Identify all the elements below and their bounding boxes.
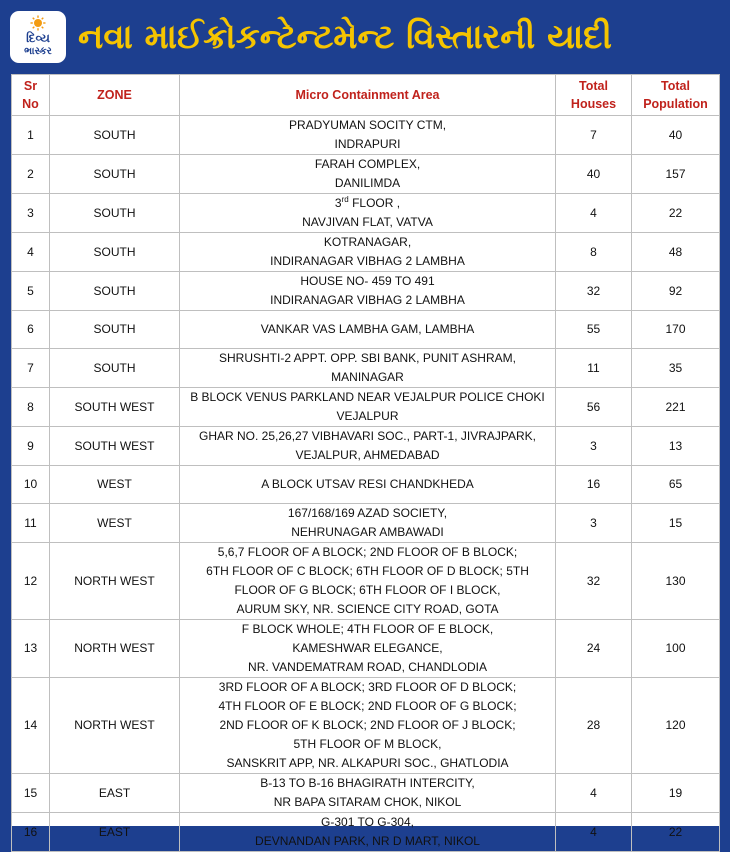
row-zone: SOUTH xyxy=(50,194,180,233)
header-pop-line2: Population xyxy=(643,97,708,111)
row-sr-no: 9 xyxy=(12,427,50,466)
row-total-houses: 16 xyxy=(556,466,632,504)
row-total-houses: 3 xyxy=(556,427,632,466)
row-sr-no: 12 xyxy=(12,543,50,620)
row-area-line: 5TH FLOOR OF M BLOCK, xyxy=(293,737,442,751)
row-total-population: 22 xyxy=(632,194,720,233)
row-area-floor-number: 3 xyxy=(334,196,342,210)
table-row xyxy=(12,466,720,504)
containment-table-container xyxy=(11,74,719,848)
table-header-row xyxy=(12,75,720,116)
row-total-houses: 7 xyxy=(556,116,632,155)
row-zone: EAST xyxy=(50,813,180,852)
header-total-population xyxy=(632,75,720,116)
row-area xyxy=(180,774,556,813)
table-row xyxy=(12,543,720,620)
row-area-line: 4TH FLOOR OF E BLOCK; 2ND FLOOR OF G BLOCK; xyxy=(218,699,517,713)
row-sr-no: 7 xyxy=(12,349,50,388)
row-total-houses: 56 xyxy=(556,388,632,427)
row-sr-no: 5 xyxy=(12,272,50,311)
row-area-line: SANSKRIT APP, NR. ALKAPURI SOC., GHATLODIA xyxy=(226,756,509,770)
row-area-line: FARAH COMPLEX, xyxy=(314,157,421,171)
row-total-houses: 32 xyxy=(556,272,632,311)
row-sr-no: 13 xyxy=(12,620,50,678)
table-row xyxy=(12,813,720,852)
row-area-line: B BLOCK VENUS PARKLAND NEAR VEJALPUR POLICE CHOKI xyxy=(190,390,545,404)
row-total-population: 40 xyxy=(632,116,720,155)
table-row xyxy=(12,116,720,155)
row-total-houses: 40 xyxy=(556,155,632,194)
table-row xyxy=(12,388,720,427)
row-area-line: KAMESHWAR ELEGANCE, xyxy=(292,641,443,655)
row-total-houses: 4 xyxy=(556,813,632,852)
table-body xyxy=(12,116,720,852)
row-area xyxy=(180,813,556,852)
logo-text-divya: દિવ્ય xyxy=(26,31,50,45)
row-area-line: VEJALPUR, AHMEDABAD xyxy=(295,448,440,462)
row-area-line: NAVJIVAN FLAT, VATVA xyxy=(302,215,433,229)
header-sr-line2: No xyxy=(22,97,39,111)
row-zone: SOUTH xyxy=(50,116,180,155)
row-area-line: HOUSE NO- 459 TO 491 xyxy=(300,274,435,288)
row-total-population: 13 xyxy=(632,427,720,466)
row-total-population: 92 xyxy=(632,272,720,311)
row-area-line: INDRAPURI xyxy=(334,137,401,151)
row-sr-no: 14 xyxy=(12,678,50,774)
row-zone: NORTH WEST xyxy=(50,678,180,774)
row-area-line: 6TH FLOOR OF C BLOCK; 6TH FLOOR OF D BLOCK; 5TH xyxy=(206,564,529,578)
row-zone: EAST xyxy=(50,774,180,813)
header-sr-no xyxy=(12,75,50,116)
row-area-line: VEJALPUR xyxy=(336,409,399,423)
row-total-population: 100 xyxy=(632,620,720,678)
row-total-population: 221 xyxy=(632,388,720,427)
row-sr-no: 4 xyxy=(12,233,50,272)
table-row xyxy=(12,427,720,466)
table-row xyxy=(12,311,720,349)
page-title: નવા માઈક્રોકન્ટેન્ટમેન્ટ વિસ્તારની યાદી xyxy=(78,17,613,57)
row-zone: WEST xyxy=(50,466,180,504)
row-area-line: DEVNANDAN PARK, NR D MART, NIKOL xyxy=(255,834,480,848)
row-total-population: 65 xyxy=(632,466,720,504)
row-area-ordinal-suffix: rd xyxy=(341,195,349,204)
row-area xyxy=(180,427,556,466)
row-area-line: NR. VANDEMATRAM ROAD, CHANDLODIA xyxy=(248,660,487,674)
row-area-line: G-301 TO G-304, xyxy=(321,815,414,829)
row-sr-no: 3 xyxy=(12,194,50,233)
row-zone: WEST xyxy=(50,504,180,543)
row-area-line: KOTRANAGAR, xyxy=(323,235,412,249)
row-sr-no: 2 xyxy=(12,155,50,194)
logo-text-bhaskar: ભાસ્કર xyxy=(24,46,52,57)
row-area-line: 167/168/169 AZAD SOCIETY, xyxy=(287,506,448,520)
row-zone: NORTH WEST xyxy=(50,620,180,678)
header-banner xyxy=(0,0,730,72)
sun-icon xyxy=(30,15,46,31)
table-row xyxy=(12,233,720,272)
header-houses-line2: Houses xyxy=(570,97,617,111)
row-area xyxy=(180,311,556,349)
row-total-population: 15 xyxy=(632,504,720,543)
row-area xyxy=(180,194,556,233)
row-total-population: 35 xyxy=(632,349,720,388)
containment-table xyxy=(11,74,720,852)
row-area-line: INDIRANAGAR VIBHAG 2 LAMBHA xyxy=(270,254,465,268)
row-area xyxy=(180,349,556,388)
row-total-population: 130 xyxy=(632,543,720,620)
row-total-population: 22 xyxy=(632,813,720,852)
row-area-line: A BLOCK UTSAV RESI CHANDKHEDA xyxy=(261,477,474,491)
row-area xyxy=(180,504,556,543)
row-total-houses: 32 xyxy=(556,543,632,620)
row-zone: SOUTH xyxy=(50,311,180,349)
row-total-population: 48 xyxy=(632,233,720,272)
row-total-population: 120 xyxy=(632,678,720,774)
row-area xyxy=(180,116,556,155)
header-houses-line1: Total xyxy=(579,79,608,93)
row-total-houses: 3 xyxy=(556,504,632,543)
row-total-population: 170 xyxy=(632,311,720,349)
row-total-houses: 55 xyxy=(556,311,632,349)
row-zone: SOUTH xyxy=(50,155,180,194)
header-zone: ZONE xyxy=(50,75,180,116)
divya-bhaskar-logo xyxy=(10,11,66,63)
row-zone: SOUTH xyxy=(50,349,180,388)
header-total-houses xyxy=(556,75,632,116)
row-area-line: PRADYUMAN SOCITY CTM, xyxy=(288,118,447,132)
row-sr-no: 1 xyxy=(12,116,50,155)
row-area-line: 3RD FLOOR OF A BLOCK; 3RD FLOOR OF D BLOCK; xyxy=(218,680,517,694)
row-total-houses: 24 xyxy=(556,620,632,678)
row-area xyxy=(180,620,556,678)
row-area xyxy=(180,466,556,504)
row-zone: SOUTH xyxy=(50,233,180,272)
row-area-line xyxy=(182,194,553,213)
table-row xyxy=(12,620,720,678)
row-area-line: NEHRUNAGAR AMBAWADI xyxy=(291,525,444,539)
row-sr-no: 11 xyxy=(12,504,50,543)
table-row xyxy=(12,272,720,311)
table-row xyxy=(12,194,720,233)
row-area-line: AURUM SKY, NR. SCIENCE CITY ROAD, GOTA xyxy=(236,602,499,616)
row-sr-no: 15 xyxy=(12,774,50,813)
row-zone: SOUTH WEST xyxy=(50,427,180,466)
header-area: Micro Containment Area xyxy=(180,75,556,116)
row-area-line: FLOOR OF G BLOCK; 6TH FLOOR OF I BLOCK, xyxy=(234,583,501,597)
row-zone: SOUTH WEST xyxy=(50,388,180,427)
row-area-line: F BLOCK WHOLE; 4TH FLOOR OF E BLOCK, xyxy=(241,622,494,636)
row-area-line: GHAR NO. 25,26,27 VIBHAVARI SOC., PART-1, JIVRAJPARK, xyxy=(199,429,536,443)
table-row xyxy=(12,349,720,388)
row-area-line: 5,6,7 FLOOR OF A BLOCK; 2ND FLOOR OF B BLOCK; xyxy=(217,545,518,559)
row-total-houses: 4 xyxy=(556,774,632,813)
row-total-houses: 28 xyxy=(556,678,632,774)
row-area-line: B-13 TO B-16 BHAGIRATH INTERCITY, xyxy=(260,776,475,790)
row-zone: NORTH WEST xyxy=(50,543,180,620)
row-area-line: NR BAPA SITARAM CHOK, NIKOL xyxy=(273,795,462,809)
row-area xyxy=(180,388,556,427)
header-sr-line1: Sr xyxy=(23,79,38,93)
row-total-population: 19 xyxy=(632,774,720,813)
header-pop-line1: Total xyxy=(661,79,690,93)
row-sr-no: 16 xyxy=(12,813,50,852)
row-total-houses: 8 xyxy=(556,233,632,272)
table-row xyxy=(12,504,720,543)
row-area-floor-text: FLOOR , xyxy=(348,196,401,210)
row-sr-no: 6 xyxy=(12,311,50,349)
table-row xyxy=(12,774,720,813)
row-total-population: 157 xyxy=(632,155,720,194)
row-area xyxy=(180,678,556,774)
row-area-line: INDIRANAGAR VIBHAG 2 LAMBHA xyxy=(270,293,465,307)
row-sr-no: 10 xyxy=(12,466,50,504)
row-area-line: MANINAGAR xyxy=(331,370,404,384)
row-total-houses: 4 xyxy=(556,194,632,233)
row-total-houses: 11 xyxy=(556,349,632,388)
row-area xyxy=(180,233,556,272)
row-area-line: 2ND FLOOR OF K BLOCK; 2ND FLOOR OF J BLOCK; xyxy=(219,718,516,732)
row-area xyxy=(180,543,556,620)
table-row xyxy=(12,678,720,774)
row-area xyxy=(180,155,556,194)
row-area-line: VANKAR VAS LAMBHA GAM, LAMBHA xyxy=(260,322,475,336)
row-sr-no: 8 xyxy=(12,388,50,427)
row-area-line: SHRUSHTI-2 APPT. OPP. SBI BANK, PUNIT ASHRAM, xyxy=(219,351,516,365)
row-area-line: DANILIMDA xyxy=(334,176,401,190)
row-zone: SOUTH xyxy=(50,272,180,311)
row-area xyxy=(180,272,556,311)
table-row xyxy=(12,155,720,194)
